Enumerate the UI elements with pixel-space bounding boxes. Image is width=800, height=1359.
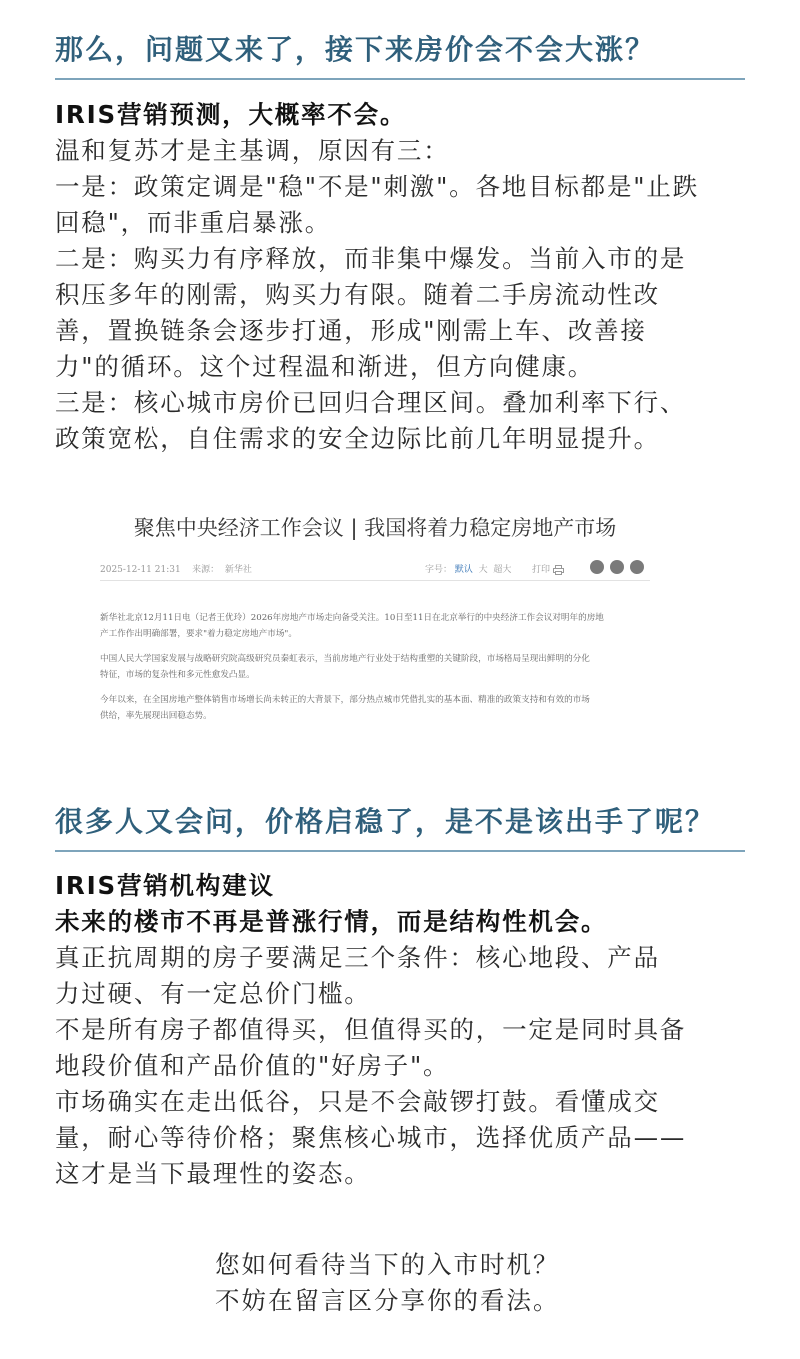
news-paragraph <box>100 692 652 724</box>
section1-line: 三是：核心城市房价已回归合理区间。叠加利率下行、 <box>55 388 687 417</box>
news-paragraph-line: 今年以来，在全国房地产整体销售市场增长尚未转正的大背景下，部分热点城市凭借扎实的基本面、精准的政策支持和有效的市场 <box>100 695 590 705</box>
font-size-xlarge[interactable]: 超大 <box>493 565 512 575</box>
closing-prompt <box>215 1247 615 1319</box>
section2-line: 这才是当下最理性的姿态。 <box>55 1159 371 1188</box>
font-size-label: 字号： <box>425 565 453 575</box>
section1-line: 回稳"，而非重启暴涨。 <box>55 208 332 237</box>
section1-heading: 那么，问题又来了，接下来房价会不会大涨？ <box>55 33 656 66</box>
closing-line: 您如何看待当下的入市时机？ <box>215 1250 560 1279</box>
share-icons <box>590 560 650 574</box>
section2-line: 力过硬、有一定总价门槛。 <box>55 979 371 1008</box>
font-size-large[interactable]: 大 <box>478 565 488 575</box>
section2-line: 量，耐心等待价格；聚焦核心城市，选择优质产品—— <box>55 1123 687 1152</box>
news-date: 2025-12-11 21:31 <box>100 565 181 575</box>
section1-line: 力"的循环。这个过程温和渐进，但方向健康。 <box>55 352 595 381</box>
news-paragraph-line: 供给，率先展现出回稳态势。 <box>100 711 212 721</box>
news-paragraph-line: 新华社北京12月11日电（记者王优玲）2026年房地产市场走向备受关注。10日至11日在北京举行的中央经济工作会议对明年的房地 <box>100 613 604 623</box>
section1-divider <box>55 78 745 80</box>
font-size-default[interactable]: 默认 <box>454 565 473 575</box>
section2-divider <box>55 850 745 852</box>
news-paragraph <box>100 651 652 683</box>
news-screenshot <box>95 500 655 760</box>
section1-line: 一是：政策定调是"稳"不是"刺激"。各地目标都是"止跌 <box>55 172 699 201</box>
qzone-icon[interactable] <box>630 560 644 574</box>
section1-line: 二是：购买力有序释放，而非集中爆发。当前入市的是 <box>55 244 687 273</box>
news-paragraph-line: 产工作作出明确部署，要求"着力稳定房地产市场"。 <box>100 629 297 639</box>
section1-line: 政策宽松，自住需求的安全边际比前几年明显提升。 <box>55 424 660 453</box>
section2-body <box>55 868 755 1192</box>
section2-line: 真正抗周期的房子要满足三个条件：核心地段、产品 <box>55 943 660 972</box>
news-divider <box>100 580 650 581</box>
print-button[interactable] <box>532 562 564 575</box>
section2-heading: 很多人又会问，价格启稳了，是不是该出手了呢？ <box>55 805 716 838</box>
print-label: 打印 <box>532 565 551 575</box>
font-size-control <box>425 562 511 575</box>
closing-line: 不妨在留言区分享你的看法。 <box>215 1286 560 1315</box>
section2-lead: 未来的楼市不再是普涨行情，而是结构性机会。 <box>55 907 608 936</box>
section1-line: 善，置换链条会逐步打通，形成"刚需上车、改善接 <box>55 316 647 345</box>
news-paragraph-line: 中国人民大学国家发展与战略研究院高级研究员秦虹表示，当前房地产行业处于结构重塑的关键阶段，市场格局呈现出鲜明的分化 <box>100 654 590 664</box>
section1-lead: IRIS营销预测，大概率不会。 <box>55 100 407 129</box>
news-meta <box>100 560 650 578</box>
news-headline: 聚焦中央经济工作会议 | 我国将着力稳定房地产市场 <box>133 516 617 540</box>
news-body <box>100 610 652 733</box>
print-icon <box>553 565 564 575</box>
news-source: 新华社 <box>224 565 252 575</box>
weibo-icon[interactable] <box>590 560 604 574</box>
news-date-source <box>100 562 252 575</box>
section1-body <box>55 97 755 457</box>
section2-lead: IRIS营销机构建议 <box>55 871 275 900</box>
section2-line: 地段价值和产品价值的"好房子"。 <box>55 1051 450 1080</box>
wechat-icon[interactable] <box>610 560 624 574</box>
news-paragraph-line: 特征，市场的复杂性和多元性愈发凸显。 <box>100 670 255 680</box>
section2-line: 不是所有房子都值得买，但值得买的，一定是同时具备 <box>55 1015 687 1044</box>
section2-line: 市场确实在走出低谷，只是不会敲锣打鼓。看懂成交 <box>55 1087 660 1116</box>
section1-line: 温和复苏才是主基调，原因有三： <box>55 136 450 165</box>
section1-line: 积压多年的刚需，购买力有限。随着二手房流动性改 <box>55 280 660 309</box>
news-paragraph <box>100 610 652 642</box>
news-source-label: 来源： <box>192 565 220 575</box>
